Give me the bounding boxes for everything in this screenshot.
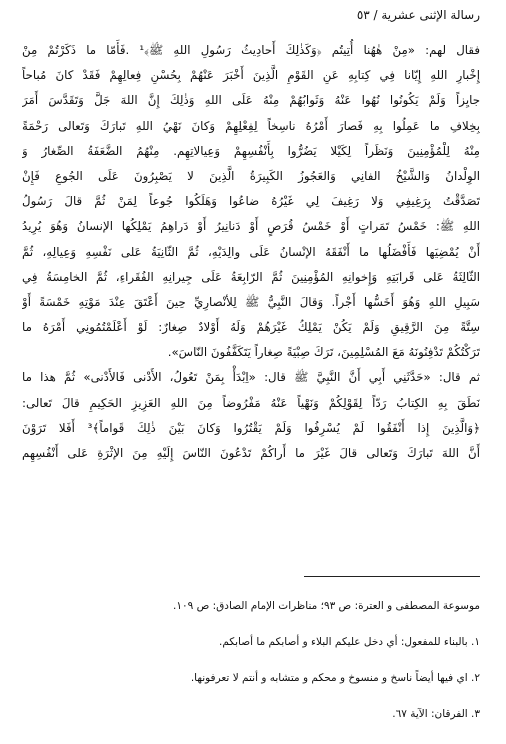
running-header: رسالة الإثنى عشرية / ٥٣ [356, 8, 480, 22]
text-line: تَرَكْتُكُمْ تَدْفِنُونَهُ مَعَ المُسْلِمِينَ، تَرَكَ صِبْيَةً صِغاراً يَتَكَفَّفُونَ النّاسَ». [167, 345, 480, 360]
text-line: ﴿وَالَّذِينَ إِذا أَنْفَقُوا لَمْ يُسْرِفُوا وَلَمْ يَقْتُرُوا وَكانَ بَيْنَ ذٰلِكَ قَواماً﴾³ أَفَلا تَرَوْنَ [22, 420, 480, 435]
text-line: الوِلْدانُ وَالشَّيْخُ الفانِي وَالعَجُوزُ الكَبِيرَةُ الَّذِينَ لا يَصْبِرُونَ عَلَى الجُوعِ فَإِنْ [22, 168, 480, 183]
text-line: أَنَّ اللهَ تَبارَكَ وَتَعالى قالَ غَيْرَ ما أَراكُمْ تَدْعُونَ النّاسَ إِلَيْهِ مِنَ الإثْرَةِ عَلى أَنْفُسِهِم [22, 446, 480, 460]
text-line: الثّالِثَةُ عَلى قَرابَتِهِ وَإِخوانِهِ المُؤْمِنِينَ ثُمَّ الرّابِعَةُ عَلَى جِيرانِهِ الفُقَراءِ، ثُمَّ الخامِسَةُ فِي [22, 269, 480, 284]
text-line: اللهِ ﷺ: خَمْسُ تَمَراتٍ أَوْ خَمْسُ قُرَصٍ أَوْ دَنانِيرُ أَوْ دَراهِمُ يَمْلِكُها الإنسانُ وَهُوَ يُرِيدُ [22, 219, 480, 234]
text-line: تَصَدَّقْتُ بِرَغِيفِي وَلا رَغِيفَ لِي غَيْرُهُ ضاعُوا وَهَلَكُوا جُوعاً لِمَنْ ثُمَّ قالَ رَسُولُ [22, 194, 480, 209]
text-line: إِخْبارِ اللهِ إِيّانا فِي كِتابِهِ عَنِ القَوْمِ الَّذِينَ أَخْبَرَ عَنْهُمْ بِحُسْنِ فِعالِهِمْ فَقَدْ كانَ مُباحاً [22, 68, 480, 83]
footnote-divider [304, 576, 480, 577]
footnote-3: ٣. الفرقان: الآية ٦٧. [392, 708, 480, 720]
footnotes [22, 598, 480, 742]
text-line: نَطَقَ بِهِ الكِتابُ رَدّاً لِقَوْلِكُمْ وَنَهْياً عَنْهُ مَفْرُوضاً مِنَ اللهِ العَزِيزِ الحَكِيمِ قالَ تَعالى: [22, 395, 480, 410]
footnote-2: ٢. اي فيها أيضاً ناسخ و منسوخ و محكم و متشابه و أنتم لا تعرفونها. [190, 672, 480, 684]
text-line: أَنْ يُمْضِيَها فَأَفْضَلُها ما أَنْفَقَهُ الإنْسانُ عَلَى والِدَيْهِ، ثُمَّ الثّانِيَةُ عَلى نَفْسِهِ وَعِيالِهِ، ثُمَّ [22, 244, 480, 259]
text-line: فقال لهم: «مِنْ هٰهُنا أُتِيتُم ﴿وَكَذٰلِكَ أَحادِيثُ رَسُولِ اللهِ ﷺ﴾¹ .فَأَمّا ما ذَكَرْتُمْ مِنْ [22, 43, 480, 57]
text-line: جايِزاً وَلَمْ يَكُونُوا نُهُوا عَنْهُ وَثَوابُهُمْ مِنْهُ عَلَى اللهِ وَذٰلِكَ إِنَّ اللهَ جَلَّ وَتَقَدَّسَ أَمَرَ [22, 93, 480, 108]
text-line: ثم قال: «حَدَّثَنِي أَبِي أَنَّ النَّبِيَّ ﷺ قال: «اِبْدَأْ بِمَنْ تَعُولُ، الأَدْنى فَالأَدْنى» ثُمَّ هذا ما [22, 370, 480, 385]
main-text [22, 38, 480, 466]
text-line: سَبِيلِ اللهِ وَهُوَ أَخَسُّها أَجْراً. وَقالَ النَّبِيُّ ﷺ لِلأنْصارِيِّ حِينَ أَعْتَقَ عِنْدَ مَوْتِهِ خَمْسَةً أَوْ [22, 294, 480, 309]
text-line: بِخِلافِ ما عَمِلُوا بِهِ فَصارَ أَمْرُهُ ناسِخاً لِفِعْلِهِمْ وَكانَ نَهْيُ اللهِ تَبارَكَ وَتَعالى رَحْمَةً [22, 118, 480, 133]
footnote-source: موسوعة المصطفى و العترة: ص ٩٣؛ مناظرات الإمام الصادق: ص ١٠٩. [172, 600, 480, 612]
footnote-1: ١. بالبناء للمفعول: أي دخل عليكم البلاء و أصابكم ما أصابكم. [218, 636, 480, 648]
text-line: مِنْهُ لِلْمُؤْمِنِينَ وَنَظَراً لِكَيْلا يَضُرُّوا بِأَنْفُسِهِمْ وَعِيالاتِهِم. مِنْهُمُ الضَّعَفَةُ الصِّغارُ وَ [22, 143, 480, 158]
text-line: سِتَّةً مِنَ الرَّقِيقِ وَلَمْ يَكُنْ يَمْلِكُ غَيْرَهُمْ وَلَهُ أَوْلادٌ صِغارٌ: لَوْ أَعْلَمْتُمُونِي أَمْرَهُ ما [22, 320, 480, 335]
